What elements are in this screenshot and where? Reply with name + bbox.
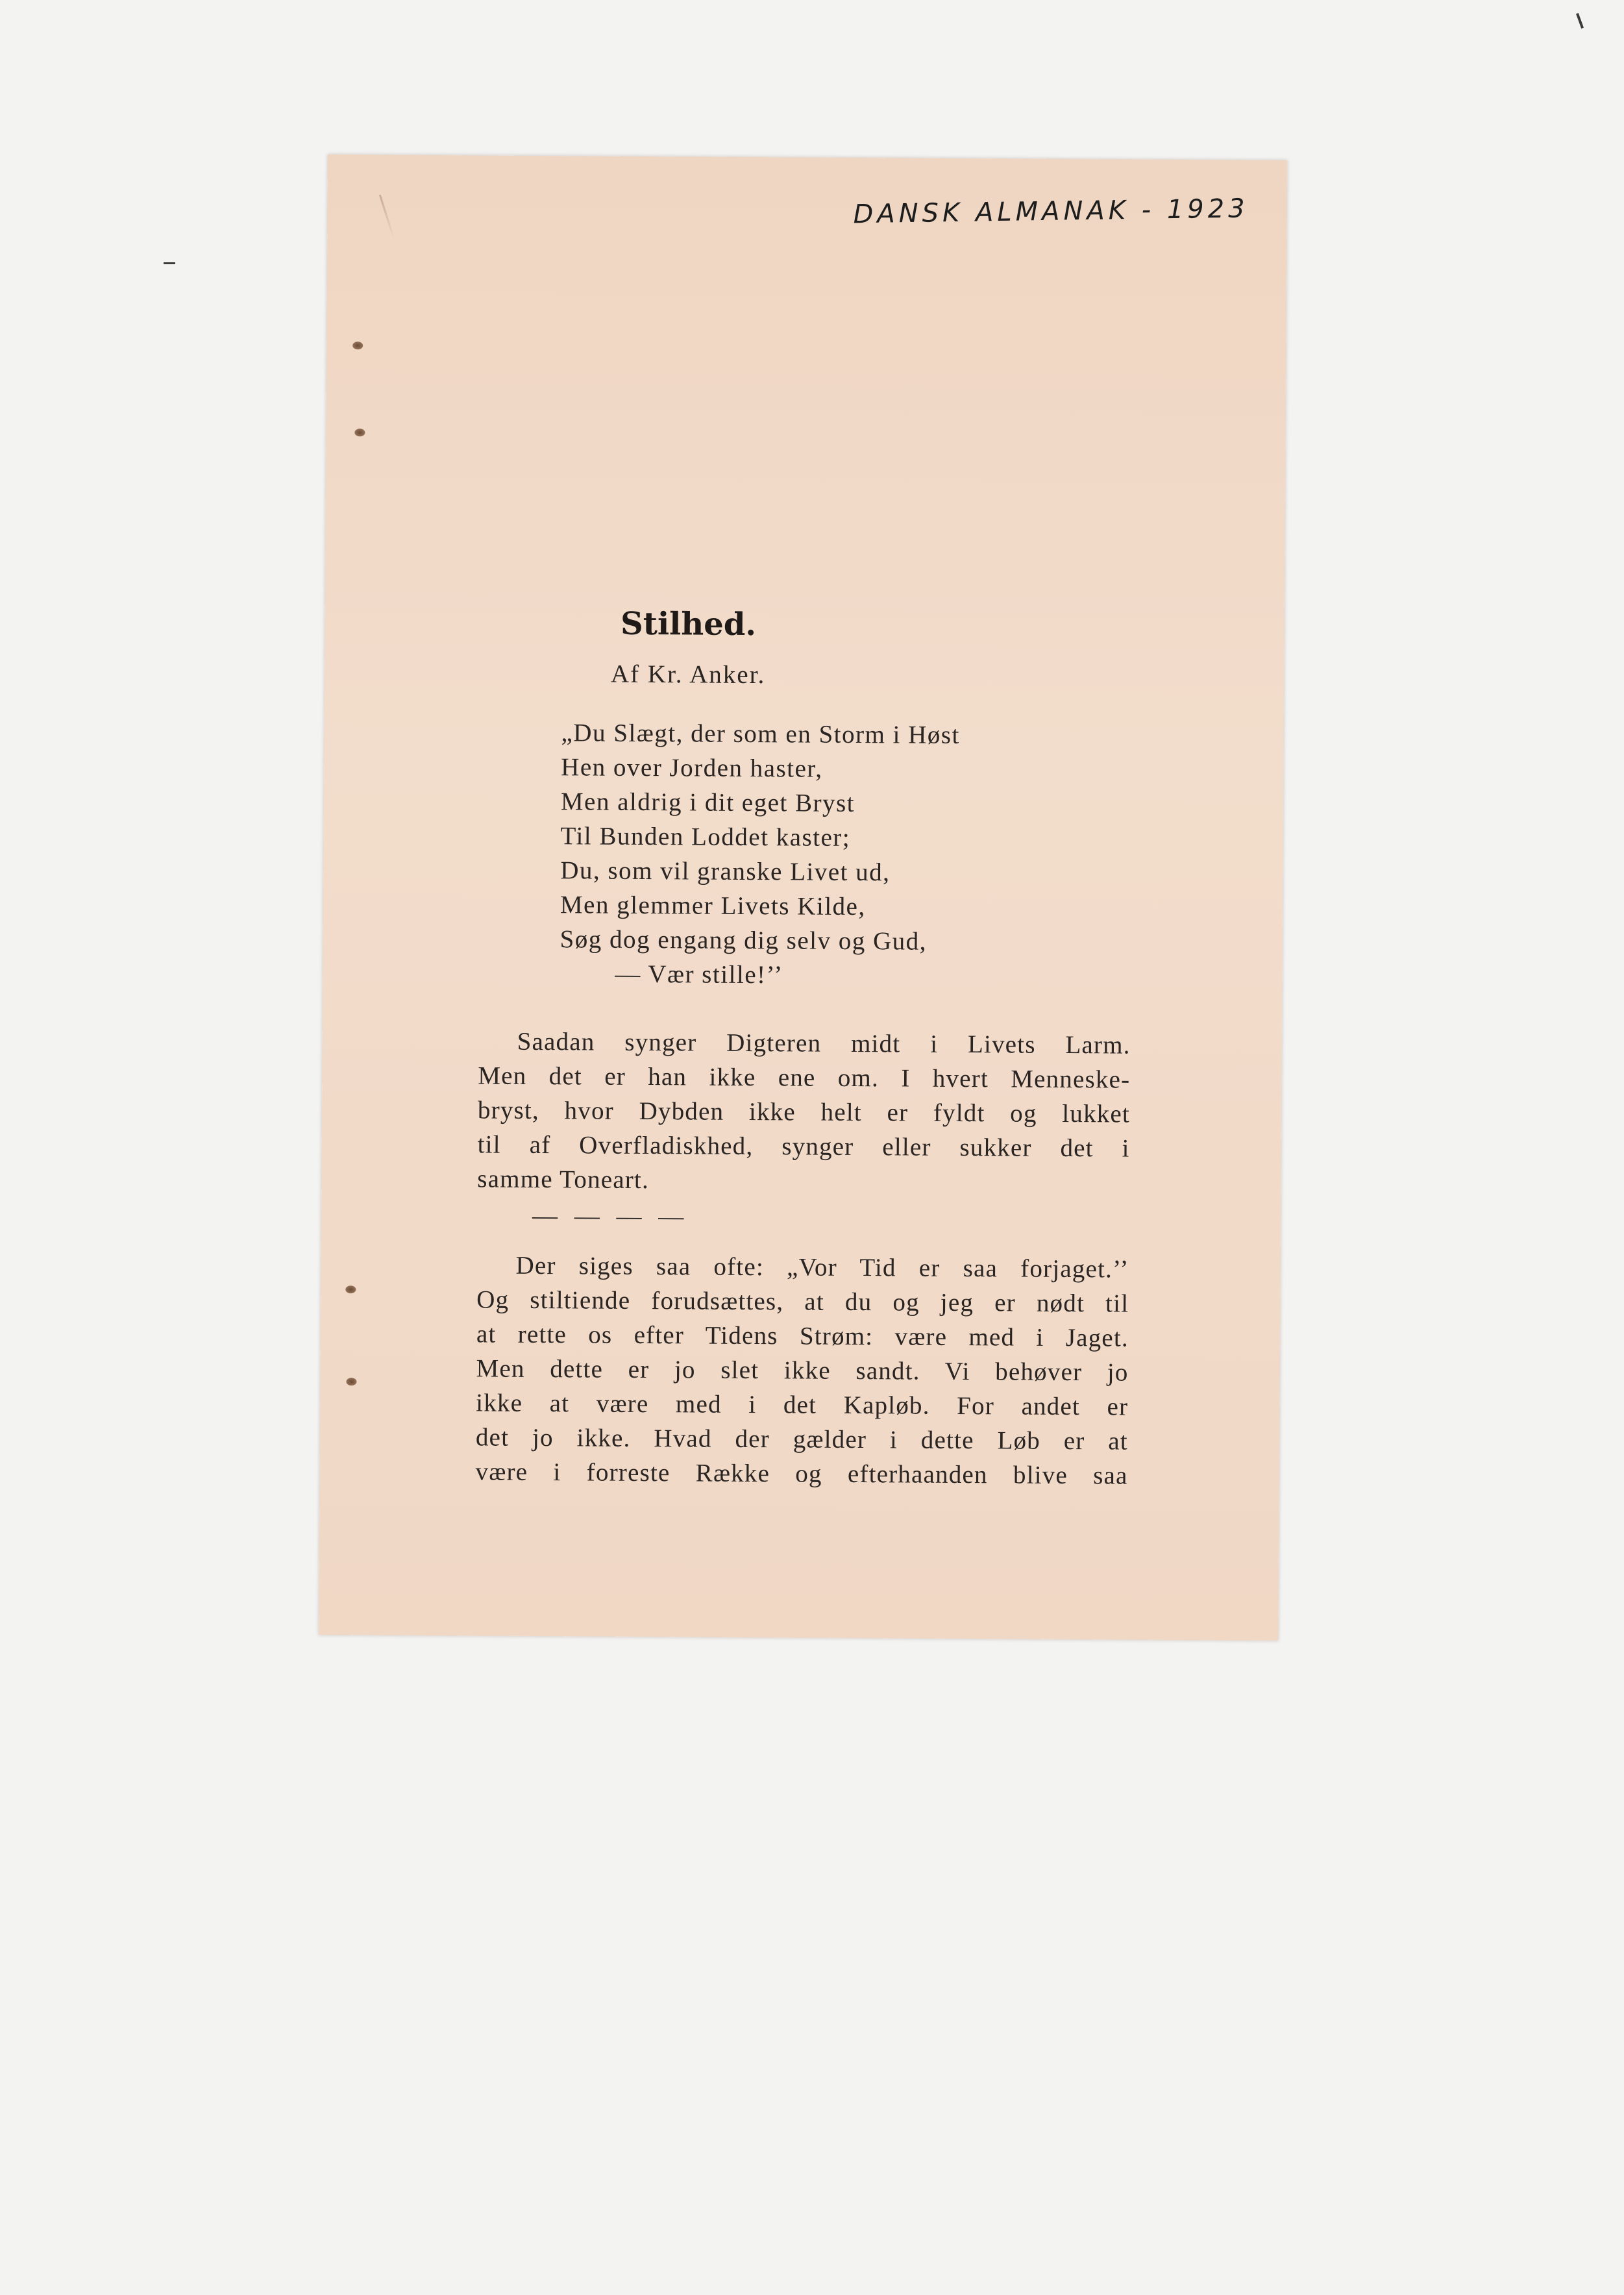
paragraph-line: samme Toneart. — [477, 1165, 650, 1195]
poem-line: Søg dog engang dig selv og Gud, — [560, 925, 928, 956]
author-line: Af Kr. Anker. — [610, 660, 766, 689]
poem-line: — Vær stille!’’ — [615, 960, 783, 989]
punch-hole — [346, 1378, 356, 1385]
poem-line: Du, som vil granske Livet ud, — [560, 856, 891, 887]
paper-crease — [379, 195, 395, 239]
punch-hole — [345, 1285, 356, 1293]
paragraph-line: Der siges saa ofte: „Vor Tid er saa forjaget.’’ — [515, 1251, 1129, 1284]
punch-hole — [352, 341, 363, 349]
paragraph-line: Saadan synger Digteren midt i Livets Larm. — [517, 1027, 1131, 1060]
poem-line: Til Bunden Loddet kaster; — [560, 822, 851, 852]
handwritten-note: DANSK ALMANAK - 1923 — [853, 193, 1249, 230]
paragraph — [475, 1248, 1129, 1493]
paragraph-line: at rette os efter Tidens Strøm: være med i Jaget. — [476, 1320, 1129, 1352]
poem-line: „Du Slægt, der som en Storm i Høst — [561, 719, 961, 749]
scan-mark — [1576, 13, 1584, 29]
paragraph — [477, 1024, 1131, 1200]
poem — [560, 715, 960, 993]
paragraph-line: bryst, hvor Dybden ikke helt er fyldt og lukket — [477, 1096, 1131, 1128]
poem-line: Men aldrig i dit eget Bryst — [560, 788, 855, 817]
paragraph-line: det jo ikke. Hvad der gælder i dette Løb er at — [475, 1423, 1129, 1456]
punch-hole — [354, 428, 365, 436]
poem-line: Hen over Jorden haster, — [561, 753, 823, 783]
scan-mark — [164, 262, 175, 264]
document-page — [319, 155, 1287, 1641]
paragraph-line: være i forreste Række og efterhaanden blive saa — [475, 1458, 1128, 1490]
poem-line: Men glemmer Livets Kilde, — [560, 891, 866, 921]
paragraph-line: til af Overfladiskhed, synger eller sukker det i — [477, 1130, 1130, 1163]
section-separator: — — — — — [532, 1201, 689, 1231]
paragraph-line: Og stiltiende forudsættes, at du og jeg er nødt til — [476, 1285, 1129, 1318]
page-title: Stilhed. — [620, 605, 757, 643]
paragraph-line: ikke at være med i det Kapløb. For andet er — [476, 1389, 1129, 1421]
paragraph-line: Men det er han ikke ene om. I hvert Menneske- — [478, 1061, 1131, 1094]
paragraph-line: Men dette er jo slet ikke sandt. Vi behøver jo — [476, 1354, 1129, 1387]
